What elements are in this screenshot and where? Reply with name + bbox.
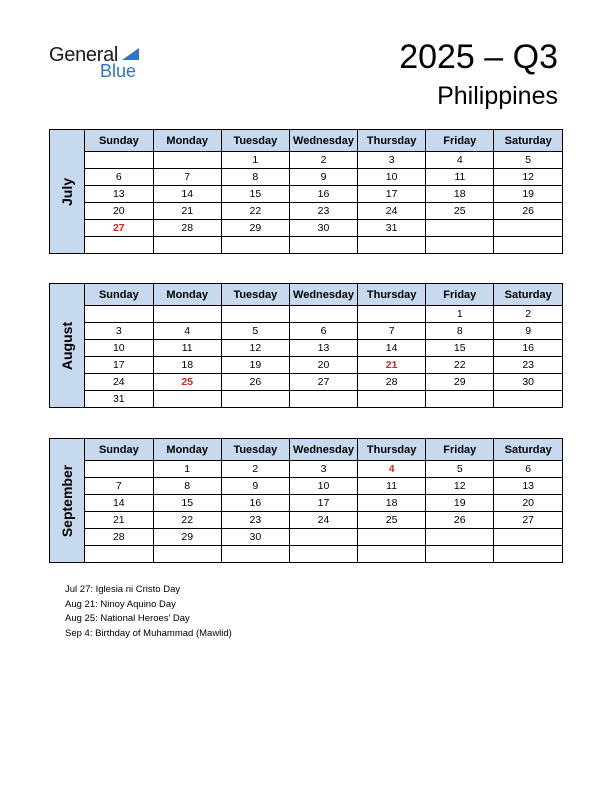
day-cell: 27 (289, 374, 357, 391)
day-cell: 16 (221, 495, 289, 512)
day-cell (426, 237, 494, 254)
weekday-header: Monday (153, 130, 221, 152)
brand-logo (49, 44, 149, 84)
day-cell: 8 (221, 169, 289, 186)
day-cell: 27 (494, 512, 562, 529)
day-cell (289, 546, 357, 563)
day-cell: 24 (85, 374, 153, 391)
day-cell: 9 (289, 169, 357, 186)
weekday-header: Thursday (358, 284, 426, 306)
week-row (85, 478, 562, 495)
weekday-header: Thursday (358, 439, 426, 461)
page-title: 2025 – Q3 (399, 38, 558, 76)
day-cell: 29 (221, 220, 289, 237)
day-cell: 27 (85, 220, 153, 237)
day-cell (494, 237, 562, 254)
week-row (85, 203, 562, 220)
week-row (85, 391, 562, 408)
day-cell (85, 306, 153, 323)
day-cell: 2 (221, 461, 289, 478)
weekday-header: Tuesday (221, 130, 289, 152)
day-cell: 6 (289, 323, 357, 340)
day-cell: 7 (85, 478, 153, 495)
day-cell (289, 237, 357, 254)
week-row (85, 357, 562, 374)
country-subtitle: Philippines (437, 82, 558, 110)
day-cell (494, 391, 562, 408)
day-cell (426, 391, 494, 408)
day-cell: 30 (221, 529, 289, 546)
weekday-header: Sunday (85, 130, 153, 152)
day-cell (289, 529, 357, 546)
day-cell: 10 (289, 478, 357, 495)
week-row (85, 512, 562, 529)
day-cell: 21 (153, 203, 221, 220)
day-cell (426, 546, 494, 563)
day-cell: 19 (426, 495, 494, 512)
day-cell: 22 (426, 357, 494, 374)
week-row (85, 220, 562, 237)
week-row (85, 306, 562, 323)
day-cell: 25 (358, 512, 426, 529)
day-cell: 21 (358, 357, 426, 374)
weekday-header: Wednesday (289, 284, 357, 306)
day-cell: 5 (494, 152, 562, 169)
day-cell: 13 (85, 186, 153, 203)
logo-text-general: General (49, 44, 119, 66)
day-cell: 15 (153, 495, 221, 512)
day-cell (153, 237, 221, 254)
day-cell: 20 (85, 203, 153, 220)
day-cell: 7 (358, 323, 426, 340)
weekday-header: Monday (153, 284, 221, 306)
day-cell: 2 (494, 306, 562, 323)
week-row (85, 546, 562, 563)
day-cell (221, 237, 289, 254)
day-cell (153, 306, 221, 323)
day-cell: 13 (494, 478, 562, 495)
day-cell: 21 (85, 512, 153, 529)
weekday-header: Friday (426, 284, 494, 306)
day-cell (494, 529, 562, 546)
day-cell: 23 (221, 512, 289, 529)
day-cell (358, 391, 426, 408)
day-cell (426, 529, 494, 546)
week-row (85, 340, 562, 357)
weekday-header: Wednesday (289, 130, 357, 152)
day-cell (358, 237, 426, 254)
day-cell: 20 (289, 357, 357, 374)
day-cell: 12 (494, 169, 562, 186)
week-row (85, 186, 562, 203)
day-cell: 26 (221, 374, 289, 391)
month-name: August (59, 321, 75, 370)
weekday-header: Thursday (358, 130, 426, 152)
day-cell: 19 (221, 357, 289, 374)
week-row (85, 374, 562, 391)
day-cell: 18 (153, 357, 221, 374)
month-table (85, 130, 562, 253)
month-label (50, 439, 85, 562)
day-cell: 17 (358, 186, 426, 203)
day-cell: 26 (494, 203, 562, 220)
day-cell: 19 (494, 186, 562, 203)
week-row (85, 237, 562, 254)
weekday-header: Sunday (85, 439, 153, 461)
day-cell: 31 (85, 391, 153, 408)
day-cell: 20 (494, 495, 562, 512)
weekday-header: Friday (426, 439, 494, 461)
day-cell: 12 (221, 340, 289, 357)
day-cell: 5 (426, 461, 494, 478)
holiday-note: Sep 4: Birthday of Muhammad (Mawlid) (65, 627, 232, 639)
day-cell (85, 237, 153, 254)
day-cell: 14 (85, 495, 153, 512)
day-cell: 1 (221, 152, 289, 169)
day-cell (358, 529, 426, 546)
day-cell (153, 546, 221, 563)
day-cell: 11 (358, 478, 426, 495)
day-cell: 25 (153, 374, 221, 391)
week-row (85, 323, 562, 340)
day-cell: 26 (426, 512, 494, 529)
day-cell (221, 306, 289, 323)
day-cell: 30 (494, 374, 562, 391)
weekday-header: Tuesday (221, 439, 289, 461)
day-cell: 8 (153, 478, 221, 495)
day-cell (494, 546, 562, 563)
logo-triangle-icon (122, 48, 139, 60)
weekday-header: Sunday (85, 284, 153, 306)
day-cell: 22 (221, 203, 289, 220)
weekday-header: Monday (153, 439, 221, 461)
day-cell (85, 461, 153, 478)
day-cell: 14 (358, 340, 426, 357)
day-cell: 4 (358, 461, 426, 478)
day-cell: 11 (153, 340, 221, 357)
day-cell: 23 (494, 357, 562, 374)
day-cell (85, 152, 153, 169)
day-cell: 29 (426, 374, 494, 391)
day-cell (358, 546, 426, 563)
day-cell (221, 391, 289, 408)
month-calendar (49, 438, 563, 563)
day-cell: 24 (289, 512, 357, 529)
day-cell: 24 (358, 203, 426, 220)
month-table (85, 284, 562, 407)
day-cell: 3 (85, 323, 153, 340)
month-name: September (59, 464, 75, 537)
day-cell: 15 (221, 186, 289, 203)
day-cell (153, 391, 221, 408)
day-cell: 3 (289, 461, 357, 478)
week-row (85, 152, 562, 169)
day-cell: 28 (358, 374, 426, 391)
logo-text-blue: Blue (100, 61, 137, 81)
holiday-note: Jul 27: Iglesia ni Cristo Day (65, 584, 181, 595)
day-cell: 5 (221, 323, 289, 340)
day-cell: 1 (426, 306, 494, 323)
day-cell: 8 (426, 323, 494, 340)
week-row (85, 169, 562, 186)
weekday-header: Wednesday (289, 439, 357, 461)
week-row (85, 461, 562, 478)
day-cell: 10 (358, 169, 426, 186)
day-cell (426, 220, 494, 237)
day-cell: 16 (494, 340, 562, 357)
week-row (85, 529, 562, 546)
day-cell: 3 (358, 152, 426, 169)
weekday-header: Friday (426, 130, 494, 152)
day-cell: 6 (494, 461, 562, 478)
day-cell: 1 (153, 461, 221, 478)
month-label (50, 284, 85, 407)
day-cell (289, 391, 357, 408)
day-cell: 13 (289, 340, 357, 357)
day-cell: 11 (426, 169, 494, 186)
day-cell (85, 546, 153, 563)
month-label (50, 130, 85, 253)
day-cell: 25 (426, 203, 494, 220)
month-calendar (49, 283, 563, 408)
weekday-header: Tuesday (221, 284, 289, 306)
day-cell: 4 (426, 152, 494, 169)
day-cell (358, 306, 426, 323)
holiday-notes (65, 583, 232, 641)
day-cell: 18 (358, 495, 426, 512)
day-cell: 23 (289, 203, 357, 220)
day-cell: 29 (153, 529, 221, 546)
weekday-header: Saturday (494, 284, 562, 306)
day-cell: 2 (289, 152, 357, 169)
weekday-header: Saturday (494, 130, 562, 152)
week-row (85, 495, 562, 512)
day-cell: 10 (85, 340, 153, 357)
day-cell: 7 (153, 169, 221, 186)
day-cell: 16 (289, 186, 357, 203)
day-cell: 18 (426, 186, 494, 203)
day-cell: 4 (153, 323, 221, 340)
day-cell: 9 (221, 478, 289, 495)
day-cell: 17 (85, 357, 153, 374)
month-calendar (49, 129, 563, 254)
day-cell (289, 306, 357, 323)
day-cell: 22 (153, 512, 221, 529)
day-cell: 12 (426, 478, 494, 495)
day-cell: 14 (153, 186, 221, 203)
day-cell (221, 546, 289, 563)
weekday-header: Saturday (494, 439, 562, 461)
day-cell: 30 (289, 220, 357, 237)
day-cell: 6 (85, 169, 153, 186)
day-cell: 28 (85, 529, 153, 546)
holiday-note: Aug 21: Ninoy Aquino Day (65, 598, 176, 610)
day-cell: 15 (426, 340, 494, 357)
day-cell (153, 152, 221, 169)
month-table (85, 439, 562, 562)
day-cell: 28 (153, 220, 221, 237)
holiday-note: Aug 25: National Heroes’ Day (65, 613, 190, 624)
day-cell (494, 220, 562, 237)
month-name: July (59, 177, 75, 206)
day-cell: 9 (494, 323, 562, 340)
day-cell: 31 (358, 220, 426, 237)
day-cell: 17 (289, 495, 357, 512)
